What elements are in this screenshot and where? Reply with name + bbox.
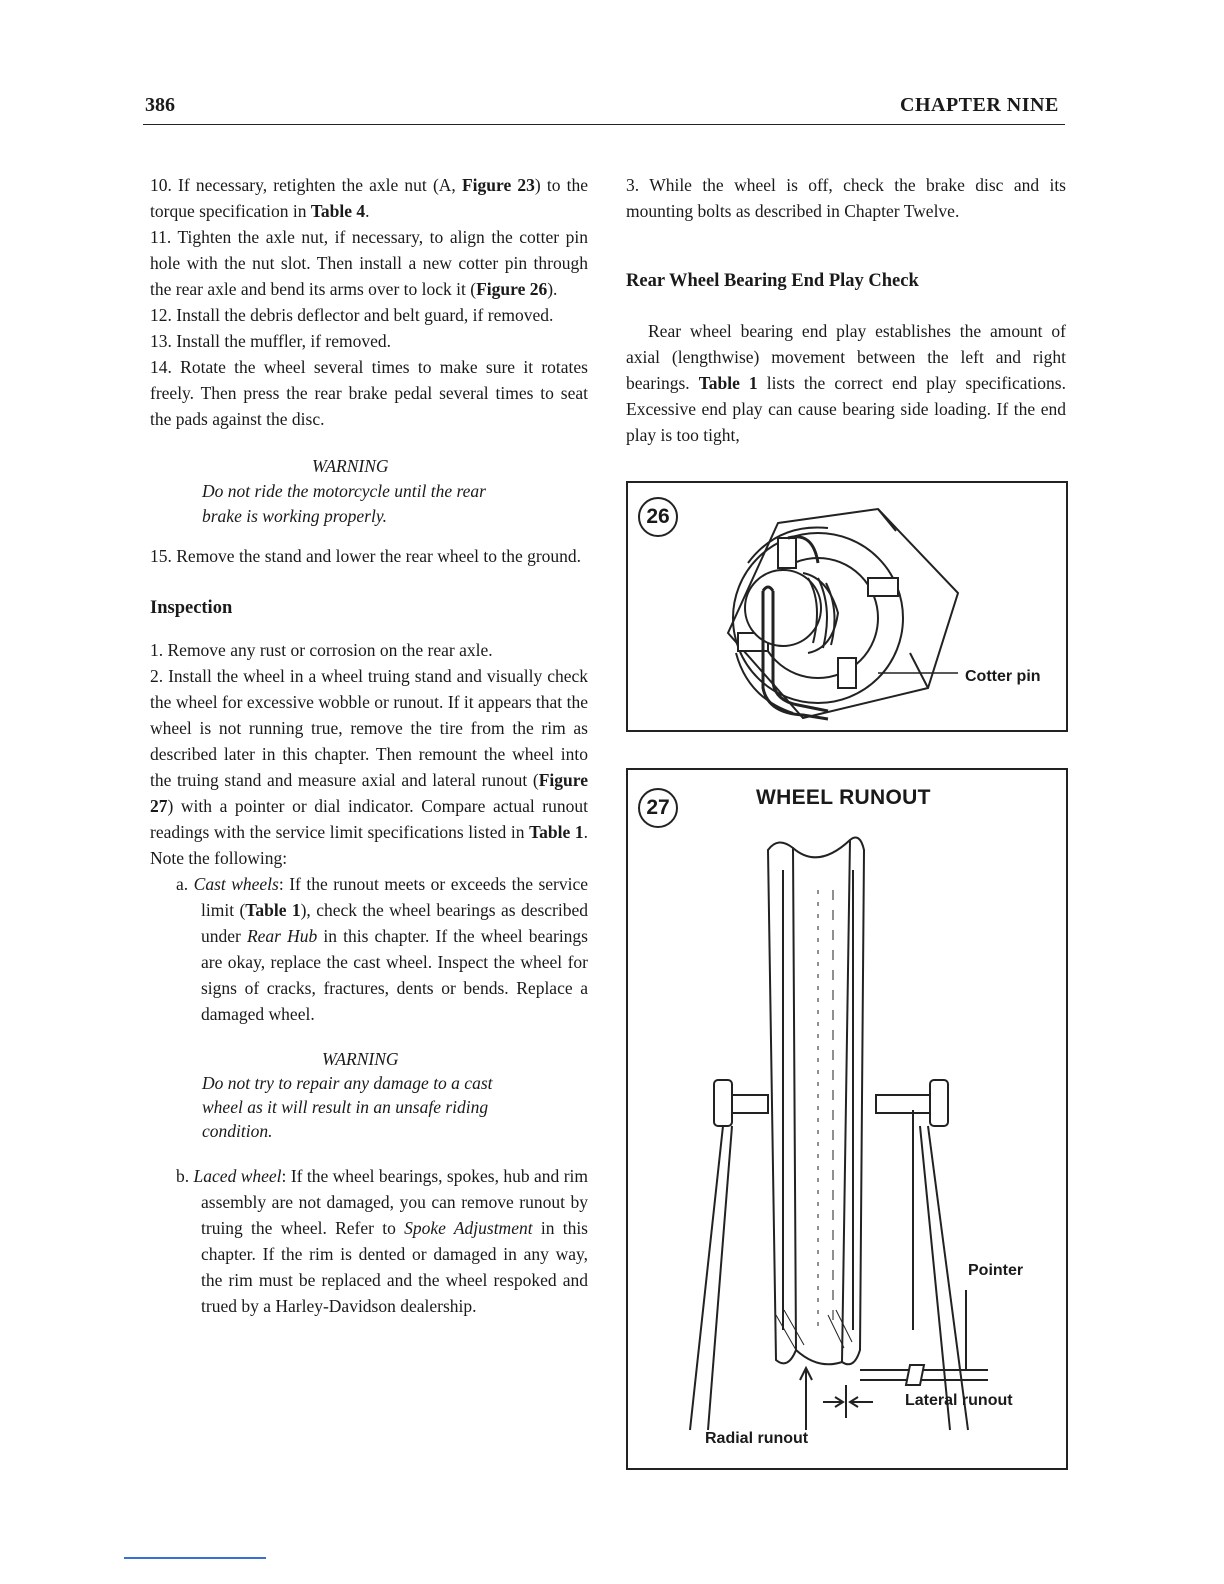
left-column <box>150 172 588 1319</box>
warning-1-line1: Do not ride the motorcycle until the rear <box>202 481 486 501</box>
cotter-pin-label: Cotter pin <box>965 668 1041 685</box>
wheel-runout-illustration <box>628 770 1066 1468</box>
warning-1-title: WARNING <box>312 456 389 476</box>
figure-26 <box>626 481 1068 732</box>
figure-27-number: 27 <box>638 788 678 828</box>
warning-2-title: WARNING <box>322 1049 399 1069</box>
step-15: 15. Remove the stand and lower the rear wheel to the ground. <box>150 546 582 566</box>
warning-1 <box>150 454 588 529</box>
radial-runout-label: Radial runout <box>705 1430 809 1447</box>
figure-26-number: 26 <box>638 497 678 537</box>
step-14: 14. Rotate the wheel several times to make sure it rotates freely. Then press the rear brake pedal several times to seat the pads against the disc. <box>150 357 588 429</box>
step-10: 10. If necessary, retighten the axle nut (A, Figure 23) to the torque specification in Table 4. <box>150 175 589 221</box>
pointer-label: Pointer <box>968 1262 1024 1279</box>
warning-2-line3: condition. <box>202 1121 273 1141</box>
sub-item-a: a. Cast wheels: If the runout meets or exceeds the service limit (Table 1), check the wheel bearings as described under Rear Hub in this chapter. If the wheel bearings are okay, replace the cast wheel. Inspect the wheel for signs of cracks, fractures, dents or bends. Replace a damaged wheel. <box>176 874 589 1024</box>
warning-2-line1: Do not try to repair any damage to a cast <box>202 1073 493 1093</box>
figure-27 <box>626 768 1068 1470</box>
step-12: 12. Install the debris deflector and belt guard, if removed. <box>150 305 554 325</box>
warning-1-line2: brake is working properly. <box>202 506 388 526</box>
step-13: 13. Install the muffler, if removed. <box>150 331 391 351</box>
right-column <box>626 172 1066 448</box>
section-heading: Rear Wheel Bearing End Play Check <box>626 271 919 291</box>
step-3: 3. While the wheel is off, check the brake disc and its mounting bolts as described in Chapter Twelve. <box>626 175 1066 221</box>
end-play-paragraph: Rear wheel bearing end play establishes the amount of axial (lengthwise) movement between the left and right bearings. Table 1 lists the correct end play specifications. Excessive end play can cause bearing side loading. If the end play is too tight, <box>626 321 1066 445</box>
warning-2 <box>150 1047 588 1143</box>
figure-27-title: WHEEL RUNOUT <box>756 786 931 809</box>
bottom-link-underline <box>124 1557 266 1559</box>
inspection-step-2: 2. Install the wheel in a wheel truing stand and visually check the wheel for excessive wobble or runout. If it appears that the wheel is not running true, remove the tire from the rim as described later in this chapter. Then remount the wheel into the truing stand and measure axial and lateral runout (Figure 27) with a pointer or dial indicator. Compare actual runout readings with the service limit specifications listed in Table 1. Note the following: <box>150 666 589 868</box>
step-11: 11. Tighten the axle nut, if necessary, to align the cotter pin hole with the nut slot. Then install a new cotter pin through the rear axle and bend its arms over to lock it (Figure 26). <box>150 227 588 299</box>
inspection-heading: Inspection <box>150 598 233 618</box>
sub-item-b: b. Laced wheel: If the wheel bearings, spokes, hub and rim assembly are not damaged, you can remove runout by truing the wheel. Refer to Spoke Adjustment in this chapter. If the rim is dented or damaged in any way, the rim must be replaced and the wheel respoked and trued by a Harley-Davidson dealership. <box>176 1166 588 1316</box>
inspection-step-1: 1. Remove any rust or corrosion on the rear axle. <box>150 640 493 660</box>
warning-2-line2: wheel as it will result in an unsafe riding <box>202 1097 489 1117</box>
page-number: 386 <box>145 94 175 116</box>
header-rule <box>143 124 1065 125</box>
chapter-title: CHAPTER NINE <box>900 94 1059 116</box>
lateral-runout-label: Lateral runout <box>905 1392 1013 1409</box>
castle-nut-illustration <box>628 483 1066 730</box>
